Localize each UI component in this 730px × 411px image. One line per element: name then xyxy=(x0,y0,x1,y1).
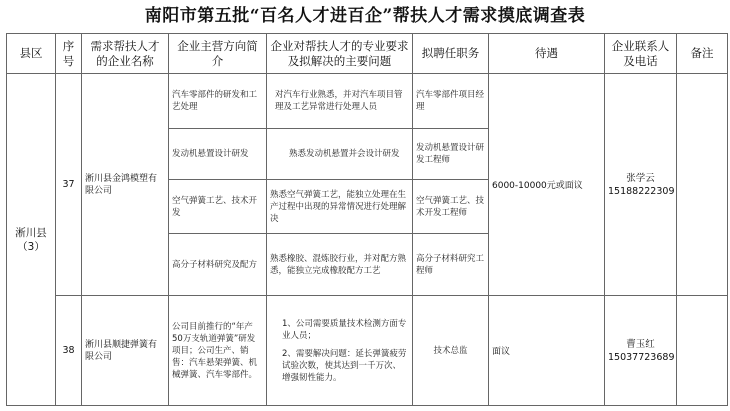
treatment-text: 面议 xyxy=(489,296,605,406)
business-text: 空气弹簧工艺、技术开发 xyxy=(169,180,267,234)
seq-cell: 37 xyxy=(56,74,82,296)
company-name: 淅川县金鸿模塑有限公司 xyxy=(82,74,169,296)
needs-cell xyxy=(267,296,413,406)
needs-text: 熟悉发动机悬置并会设计研发 xyxy=(267,129,413,180)
position-text: 技术总监 xyxy=(413,296,489,406)
position-text: 高分子材料研究工程师 xyxy=(413,234,489,296)
header-needs: 企业对帮扶人才的专业要求及拟解决的主要问题 xyxy=(267,34,413,74)
header-row xyxy=(7,34,728,74)
contact-phone: 15037723689 xyxy=(608,351,675,363)
header-seq: 序号 xyxy=(56,34,82,74)
county-cell xyxy=(7,74,56,406)
header-contact: 企业联系人及电话 xyxy=(605,34,677,74)
needs-text: 熟悉空气弹簧工艺，能独立处理在生产过程中出现的异常情况进行处理解决 xyxy=(267,180,413,234)
header-county: 县区 xyxy=(7,34,56,74)
needs-item-1: 1、公司需要质量技术检测方面专业人员； xyxy=(282,318,407,341)
business-text: 公司目前推行的“年产50万支轨道弹簧”研发项目；公司生产、销售：汽车悬架弹簧、机械弹簧、汽车零部件。 xyxy=(169,296,267,406)
remarks-cell xyxy=(677,296,728,406)
business-text: 高分子材料研究及配方 xyxy=(169,234,267,296)
table-row xyxy=(7,74,728,129)
remarks-cell xyxy=(677,74,728,296)
contact-cell xyxy=(605,296,677,406)
survey-table xyxy=(6,33,728,406)
table-row xyxy=(7,296,728,406)
header-company: 需求帮扶人才的企业名称 xyxy=(82,34,169,74)
treatment-text: 6000-10000元或面议 xyxy=(489,74,605,296)
business-text: 发动机悬置设计研发 xyxy=(169,129,267,180)
needs-item-2: 2、需要解决问题：延长弹簧疲劳试验次数，使其达到一千万次、增强韧性能力。 xyxy=(282,348,407,383)
needs-text: 对汽车行业熟悉，并对汽车项目管理及工艺异常进行处理人员 xyxy=(267,74,413,129)
needs-text: 熟悉橡胶、混炼胶行业，并对配方熟悉，能独立完成橡胶配方工艺 xyxy=(267,234,413,296)
header-position: 拟聘任职务 xyxy=(413,34,489,74)
business-text: 汽车零部件的研发和工艺处理 xyxy=(169,74,267,129)
county-name: 淅川县 xyxy=(15,226,47,239)
header-remarks: 备注 xyxy=(677,34,728,74)
page-title: 南阳市第五批“百名人才进百企”帮扶人才需求摸底调查表 xyxy=(144,6,586,26)
seq-cell: 38 xyxy=(56,296,82,406)
header-treatment: 待遇 xyxy=(489,34,605,74)
position-text: 空气弹簧工艺、技术开发工程师 xyxy=(413,180,489,234)
company-name: 淅川县顺捷弹簧有限公司 xyxy=(82,296,169,406)
contact-name: 曹玉红 xyxy=(626,338,655,350)
county-count: （3） xyxy=(17,240,45,253)
header-business: 企业主营方向简介 xyxy=(169,34,267,74)
contact-phone: 15188222309 xyxy=(608,185,675,197)
contact-cell xyxy=(605,74,677,296)
contact-name: 张学云 xyxy=(626,172,655,184)
position-text: 发动机悬置设计研发工程师 xyxy=(413,129,489,180)
position-text: 汽车零部件项目经理 xyxy=(413,74,489,129)
